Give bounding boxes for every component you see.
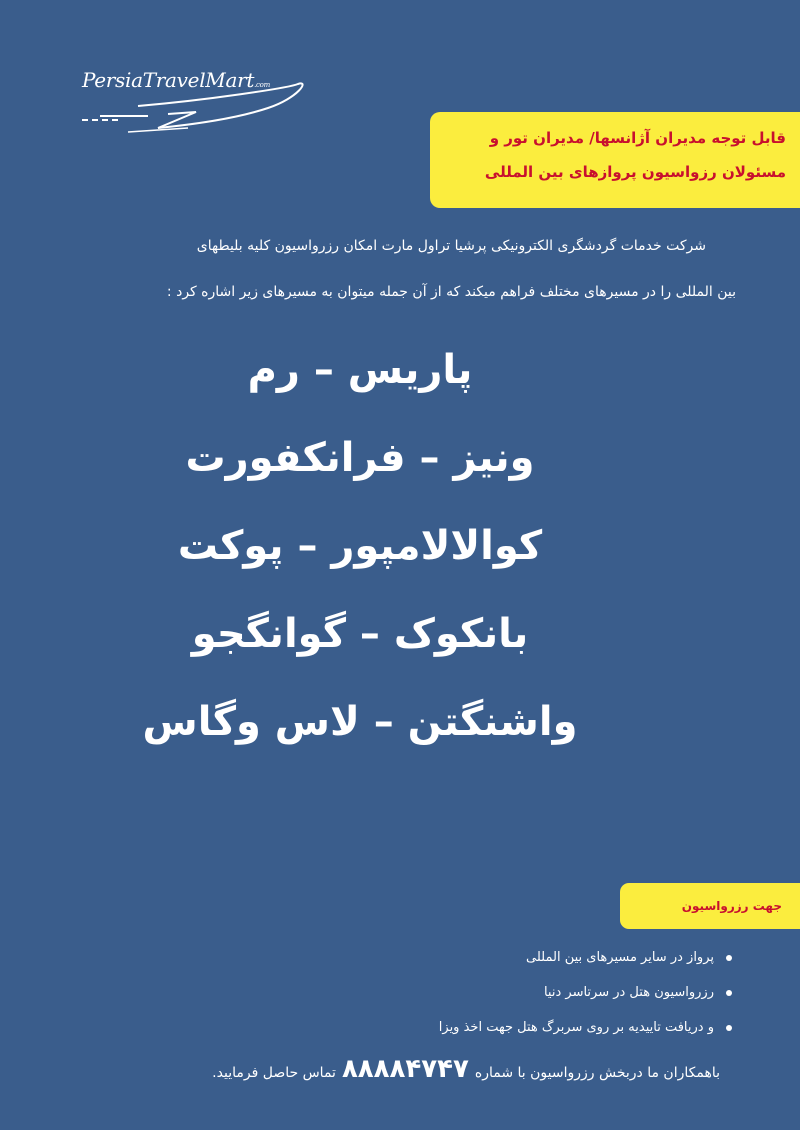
list-item: رزرواسیون هتل در سرتاسر دنیا — [439, 975, 732, 1010]
bullet-icon — [726, 990, 732, 996]
route-item: پاریس – رم — [247, 347, 473, 393]
contact-before: باهمکاران ما دربخش رزرواسیون با شماره — [474, 1065, 720, 1081]
contact-line — [212, 1054, 720, 1084]
route-item: ونیز – فرانکفورت — [185, 435, 535, 481]
list-item: پرواز در سایر مسیرهای بین المللی — [439, 940, 732, 975]
reservation-label: جهت رزرواسیون — [681, 899, 782, 913]
route-item: بانکوک – گوانگجو — [191, 611, 529, 657]
bullet-icon — [726, 955, 732, 961]
bullet-icon — [726, 1025, 732, 1031]
logo — [78, 58, 318, 148]
notice-line-1: قابل توجه مدیران آژانسها/ مدیران تور و — [489, 129, 786, 147]
phone-number: ۸۸۸۸۴۷۴۷ — [341, 1054, 469, 1084]
reservation-list — [439, 940, 732, 1045]
contact-after: تماس حاصل فرمایید. — [212, 1065, 336, 1081]
intro-line-2: بین المللی را در مسیرهای مختلف فراهم میکند که از آن جمله میتوان به مسیرهای زیر اشاره کرد : — [166, 284, 736, 300]
notice-line-2: مسئولان رزواسیون پروازهای بین المللی — [484, 163, 786, 181]
notice-box — [430, 112, 800, 208]
logo-text: PersiaTravelMart.com — [82, 68, 270, 92]
intro-line-1: شرکت خدمات گردشگری الکترونیکی پرشیا تراول مارت امکان رزرواسیون کلیه بلیطهای — [196, 238, 706, 254]
route-item: واشنگتن – لاس وگاس — [142, 699, 578, 745]
routes-list — [0, 340, 720, 780]
route-item: کوالالامپور – پوکت — [177, 523, 543, 569]
reservation-label-box — [620, 883, 800, 929]
list-item: و دریافت تاییدیه بر روی سربرگ هتل جهت اخذ ویزا — [439, 1010, 732, 1045]
